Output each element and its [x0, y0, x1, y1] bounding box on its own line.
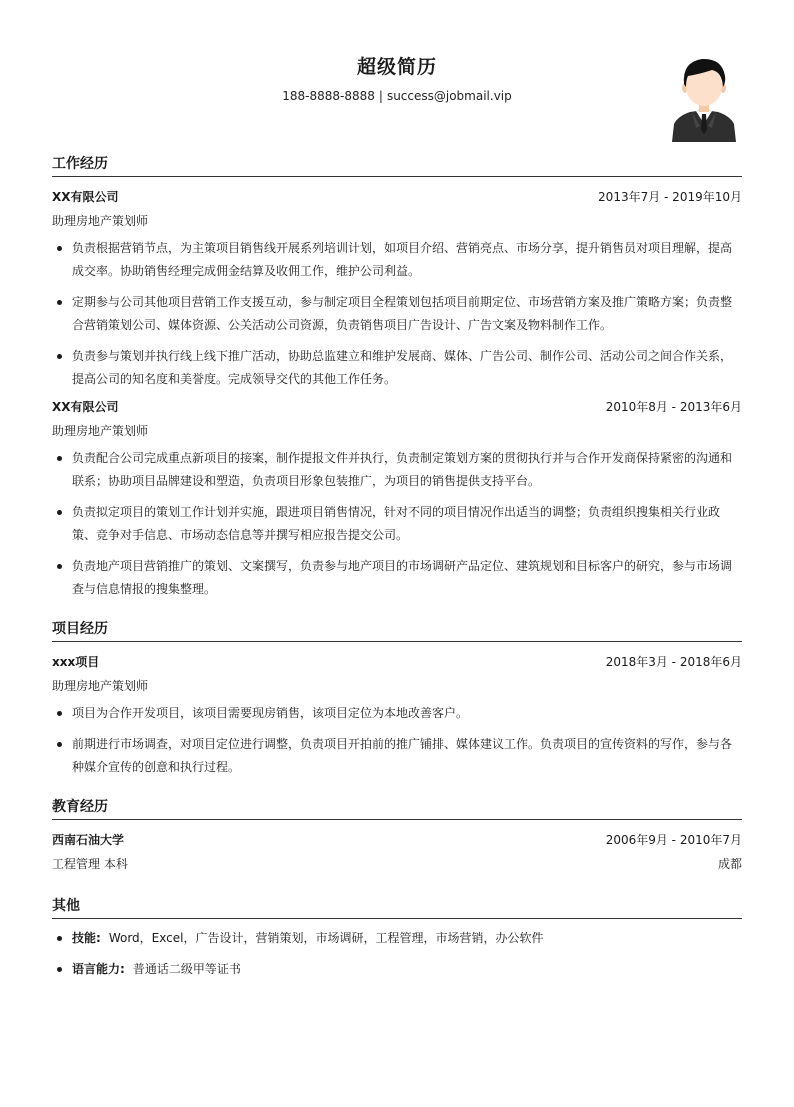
- other-list: [52, 927, 742, 981]
- project-entry: [52, 650, 742, 779]
- email-address: success@jobmail.vip: [386, 89, 512, 103]
- section-title-projects: 项目经历: [52, 617, 742, 642]
- major-degree: 工程管理 本科: [52, 857, 128, 871]
- entry-header: [52, 828, 742, 852]
- company-name: XX有限公司: [52, 400, 119, 414]
- entry-header: [52, 395, 742, 419]
- job-title: 助理房地产策划师: [52, 214, 149, 228]
- list-item: 定期参与公司其他项目营销工作支援互动，参与制定项目全程策划包括项目前期定位、市场营销方案及推广策略方案；负责整合营销策划公司、媒体资源、公关活动公司资源，负责销售项目广告设计、广告文案及物料制作工作。: [52, 291, 742, 337]
- businessman-avatar-icon: [670, 54, 738, 142]
- work-experience-section: [52, 152, 742, 601]
- list-item: [52, 958, 742, 981]
- company-name: XX有限公司: [52, 190, 119, 204]
- skills-value: Word，Excel，广告设计，营销策划，市场调研，工程管理，市场营销，办公软件: [108, 931, 544, 945]
- entry-header: [52, 650, 742, 674]
- list-item: 项目为合作开发项目，该项目需要现房销售，该项目定位为本地改善客户。: [52, 702, 742, 725]
- project-name: xxx项目: [52, 655, 100, 669]
- resume-page: [52, 0, 742, 989]
- list-item: 负责参与策划并执行线上线下推广活动，协助总监建立和维护发展商、媒体、广告公司、制作公司、活动公司之间合作关系，提高公司的知名度和美誉度。完成领导交代的其他工作任务。: [52, 345, 742, 391]
- other-section: [52, 894, 742, 981]
- project-experience-section: [52, 617, 742, 779]
- section-title-work: 工作经历: [52, 152, 742, 177]
- date-range: 2006年9月 - 2010年7月: [605, 833, 742, 847]
- phone-number: 188-8888-8888: [282, 89, 375, 103]
- date-range: 2018年3月 - 2018年6月: [605, 655, 742, 669]
- list-item: 负责地产项目营销推广的策划、文案撰写，负责参与地产项目的市场调研产品定位、建筑规划和目标客户的研究，参与市场调查与信息情报的搜集整理。: [52, 555, 742, 601]
- date-range: 2010年8月 - 2013年6月: [605, 400, 742, 414]
- section-title-other: 其他: [52, 894, 742, 919]
- school-city: 成都: [717, 857, 742, 871]
- date-range: 2013年7月 - 2019年10月: [598, 190, 742, 204]
- list-item: 负责根据营销节点，为主策项目销售线开展系列培训计划，如项目介绍、营销亮点、市场分享，提升销售员对项目理解，提高成交率。协助销售经理完成佣金结算及收佣工作，维护公司利益。: [52, 237, 742, 283]
- responsibility-list: [52, 702, 742, 779]
- language-value: 普通话二级甲等证书: [132, 962, 241, 976]
- entry-header: [52, 185, 742, 209]
- language-label: 语言能力:: [72, 962, 125, 976]
- list-item: 负责拟定项目的策划工作计划并实施，跟进项目销售情况，针对不同的项目情况作出适当的调整；负责组织搜集相关行业政策、竞争对手信息、市场动态信息等并撰写相应报告提交公司。: [52, 501, 742, 547]
- job-title: 助理房地产策划师: [52, 679, 149, 693]
- job-title: 助理房地产策划师: [52, 424, 149, 438]
- list-item: [52, 927, 742, 950]
- school-name: 西南石油大学: [52, 833, 125, 847]
- education-section: [52, 795, 742, 876]
- degree-row: [52, 852, 742, 876]
- contact-line: [52, 89, 742, 103]
- list-item: 负责配合公司完成重点新项目的接案，制作提报文件并执行，负责制定策划方案的贯彻执行并与合作开发商保持紧密的沟通和联系；协助项目品牌建设和塑造，负责项目形象包装推广，为项目的销售提供支持平台。: [52, 447, 742, 493]
- resume-header: [52, 0, 742, 150]
- contact-separator: |: [378, 89, 383, 103]
- responsibility-list: [52, 447, 742, 601]
- section-title-education: 教育经历: [52, 795, 742, 820]
- work-entry: [52, 395, 742, 601]
- responsibility-list: [52, 237, 742, 391]
- list-item: 前期进行市场调查，对项目定位进行调整，负责项目开拍前的推广铺排、媒体建议工作。负责项目的宣传资料的写作，参与各种媒介宣传的创意和执行过程。: [52, 733, 742, 779]
- candidate-name: 超级简历: [356, 56, 437, 78]
- work-entry: [52, 185, 742, 391]
- skills-label: 技能:: [72, 931, 101, 945]
